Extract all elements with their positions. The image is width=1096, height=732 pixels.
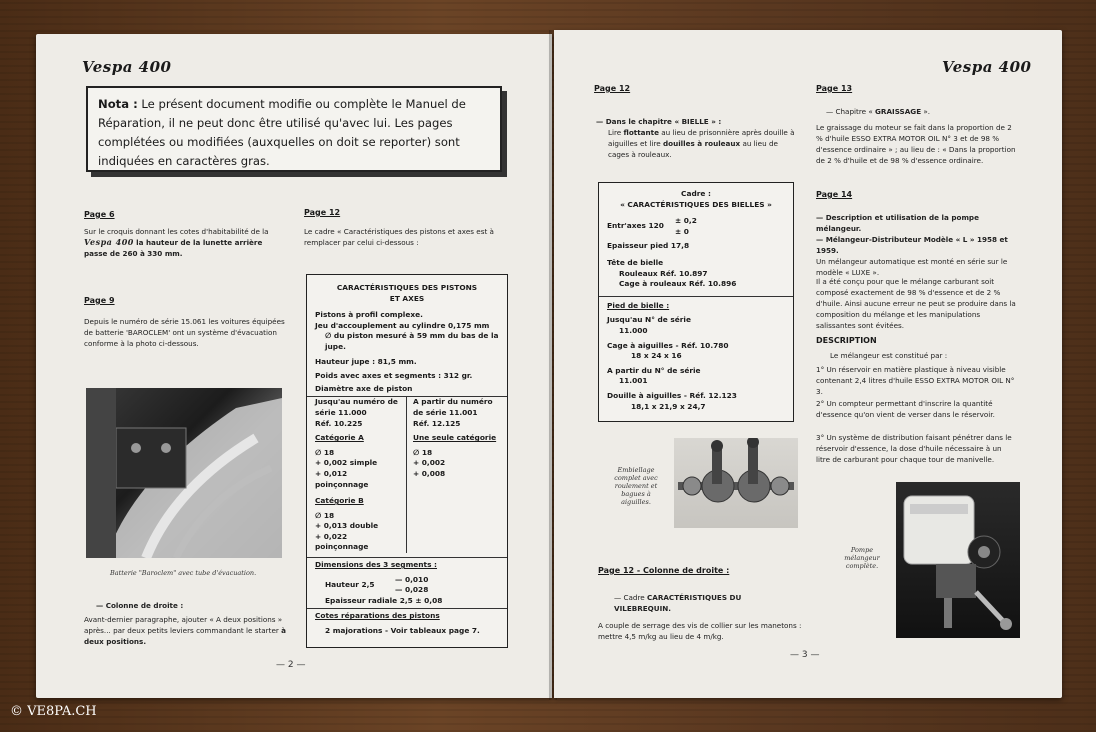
- pistons-cotes: Cotes réparations des pistons: [315, 611, 440, 621]
- p14-t2: Il a été conçu pour que le mélange carburant soit composé exactement de 98 % d'essence et de 2 % d'huile. Ainsi aucune erreur ne peut se produire dans la composition du mélange et les manipulations salissantes sont évitées.: [816, 277, 1016, 330]
- p14-b2: — Mélangeur-Distributeur Modèle « L » 1958 et 1959.: [816, 235, 1008, 255]
- pistons-box: [306, 274, 508, 648]
- bielles-pied: Pied de bielle :: [607, 300, 670, 310]
- bielle-text: [608, 127, 798, 160]
- bielles-roul: Rouleaux Réf. 10.897: [619, 268, 708, 278]
- graissage-heading: [826, 106, 930, 117]
- pistons-catB: Catégorie B: [315, 496, 364, 506]
- pistons-catA2: + 0,002 simple: [315, 458, 378, 468]
- battery-caption: Batterie "Baroclem" avec tube d'évacuation.: [110, 569, 257, 577]
- pistons-c2b: Réf. 12.125: [413, 418, 461, 428]
- page6-bold: la hauteur de la lunette arrière passe de 260 à 330 mm.: [84, 238, 263, 258]
- vile-bold: CARACTÉRISTIQUES DU VILEBREQUIN.: [614, 593, 742, 613]
- pistons-catU: Une seule catégorie: [413, 433, 497, 443]
- gr-head-b: GRAISSAGE: [875, 107, 922, 116]
- bielles-entr: Entr'axes 120: [607, 221, 664, 231]
- bielle-heading: — Dans le chapitre « BIELLE » :: [596, 117, 722, 126]
- bielles-ep: Epaisseur pied 17,8: [607, 241, 690, 251]
- page6-logo: Vespa 400: [84, 237, 134, 247]
- gr-head-a: — Chapitre «: [826, 107, 873, 116]
- pump-photo: [896, 482, 1020, 638]
- pistons-c1a: Jusqu'au numéro de série 11.000: [315, 397, 398, 417]
- bielles-entr-t2: ± 0: [675, 226, 689, 236]
- page6-text: [84, 226, 284, 259]
- battery-photo-graphic: [86, 388, 282, 558]
- pistons-l3: ∅ du piston mesuré à 59 mm du bas de la jupe.: [325, 331, 499, 351]
- pistons-seg: Dimensions des 3 segments :: [315, 560, 438, 570]
- colonne-bold: à deux positions.: [84, 626, 286, 646]
- pistons-c2a: A partir du numéro de série 11.001: [413, 397, 493, 417]
- pistons-maj: 2 majorations - Voir tableaux page 7.: [325, 626, 480, 636]
- desc-t0: Le mélangeur est constitué par :: [830, 351, 948, 360]
- page-number-left: — 2 —: [276, 660, 306, 670]
- r-page12b-heading: Page 12 - Colonne de droite :: [598, 566, 730, 575]
- vespa-logo: Vespa 400: [82, 58, 172, 76]
- pistons-catB3: + 0,022 poinçonnage: [315, 531, 369, 552]
- vile-text-a: — Cadre: [614, 593, 645, 602]
- pistons-catU2: + 0,002: [413, 458, 446, 468]
- pistons-catA: Catégorie A: [315, 433, 364, 443]
- nota-text: Le présent document modifie ou complète le Manuel de Réparation, il ne peut donc être utilisé qu'avec lui. Les pages complétées ou modifiées (auxquelles on doit se reporter) sont indiquées en caractères gras.: [98, 97, 466, 168]
- bielles-apartir: A partir du N° de série: [607, 365, 701, 375]
- pistons-l2: Jeu d'accouplement au cylindre 0,175 mm: [315, 320, 490, 330]
- bielles-cage-dim: 18 x 24 x 16: [631, 351, 682, 361]
- pistons-catU1: ∅ 18: [413, 447, 433, 457]
- pistons-l5: Poids avec axes et segments : 312 gr.: [315, 371, 473, 381]
- bielle-bold-2: douilles à rouleaux: [663, 139, 741, 148]
- copyright-watermark: © VE8PA.CH: [10, 704, 97, 719]
- pistons-l1: Pistons à profil complexe.: [315, 310, 423, 320]
- page12-text: Le cadre « Caractéristiques des pistons et axes est à remplacer par celui ci-dessous :: [304, 227, 494, 247]
- page9-heading: Page 9: [84, 296, 115, 305]
- pump-graphic: [896, 482, 1020, 638]
- gr-head-c: ».: [923, 107, 931, 116]
- page6-text-a: Sur le croquis donnant les cotes d'habitabilité de la: [84, 227, 269, 236]
- pistons-l6: Diamètre axe de piston: [315, 383, 413, 393]
- bielles-jus: Jusqu'au N° de série: [607, 315, 691, 325]
- page12-heading: Page 12: [304, 208, 341, 217]
- r-page12-heading: Page 12: [594, 84, 631, 93]
- nota-label: Nota :: [98, 97, 138, 111]
- crankshaft-photo: [674, 438, 798, 528]
- pistons-haut-t1: — 0,010: [395, 574, 429, 584]
- colonne-text-a: Avant-dernier paragraphe, ajouter « A deux positions » après... par deux petits leviers commandant le starter: [84, 615, 283, 635]
- pistons-title-2: ET AXES: [389, 293, 425, 303]
- bielles-jus-n: 11.000: [619, 325, 648, 335]
- pistons-catU3: + 0,008: [413, 468, 446, 478]
- pistons-catA3: + 0,012 poinçonnage: [315, 468, 369, 489]
- crankshaft-graphic: [674, 438, 798, 528]
- bielles-entr-t1: ± 0,2: [675, 216, 697, 226]
- pump-caption: Pompe mélangeur complète.: [844, 546, 880, 570]
- graissage-text: Le graissage du moteur se fait dans la proportion de 2 % d'huile ESSO EXTRA MOTOR OIL N° 3 et de 98 % d'essence ordinaire » ; au lieu de : « Dans la proportion de 2 % d'huile et de 98 % d'essence ordinaire.: [816, 123, 1016, 165]
- vile-text: [614, 592, 800, 614]
- pistons-catB2: + 0,013 double: [315, 521, 379, 531]
- pistons-title-1: CARACTÉRISTIQUES DES PISTONS: [336, 283, 478, 292]
- nota-box: [86, 86, 502, 172]
- pistons-c1b: Réf. 10.225: [315, 418, 363, 428]
- bielle-text-2: au lieu de prisonnière après douille à aiguilles et lire: [608, 128, 795, 148]
- pistons-ep: Epaisseur radiale 2,5 ± 0,08: [325, 595, 443, 605]
- pistons-haut-t2: — 0,028: [395, 585, 429, 595]
- colonne-heading: — Colonne de droite :: [96, 601, 184, 610]
- desc-t3: 3° Un système de distribution faisant pénétrer dans le réservoir d'essence, la dose d'huile nécessaire à un litre de carburant pour chaque tour de manivelle.: [816, 433, 1012, 464]
- pistons-haut: Hauteur 2,5: [325, 579, 375, 589]
- bielles-cage: Cage à rouleaux Réf. 10.896: [619, 279, 737, 289]
- battery-photo: [86, 388, 282, 558]
- crank-caption: Embiellage complet avec roulement et bagues à aiguilles.: [614, 466, 658, 506]
- bielles-cage-aig: Cage à aiguilles - Réf. 10.780: [607, 340, 729, 350]
- pistons-catB1: ∅ 18: [315, 510, 335, 520]
- p14-t1: Un mélangeur automatique est monté en série sur le modèle « LUXE ».: [816, 257, 1008, 277]
- bielles-douille-dim: 18,1 x 21,9 x 24,7: [631, 401, 706, 411]
- vile-text-2: A couple de serrage des vis de collier sur les manetons : mettre 4,5 m/kg au lieu de 4 m/kg.: [598, 621, 802, 641]
- bielle-text-3: au lieu de cages à rouleaux.: [608, 139, 778, 159]
- desc-t1: 1° Un réservoir en matière plastique à niveau visible contenant 2,4 litres d'huile ESSO EXTRA MOTOR OIL N° 3.: [816, 365, 1015, 396]
- page9-text: Depuis le numéro de série 15.061 les voitures équipées de batterie 'BAROCLEM' ont un système d'évacuation conforme à la photo ci-dessous.: [84, 317, 285, 348]
- vespa-logo-right: Vespa 400: [942, 58, 1032, 76]
- page6-heading: Page 6: [84, 210, 115, 219]
- bielles-box: [598, 182, 794, 422]
- page14-heading: Page 14: [816, 190, 853, 199]
- bielles-t2: « CARACTÉRISTIQUES DES BIELLES »: [620, 199, 772, 209]
- bielle-text-1: Lire: [608, 128, 622, 137]
- bielles-apartir-n: 11.001: [619, 376, 648, 386]
- colonne-text: [84, 614, 288, 647]
- bielle-bold-1: flottante: [623, 128, 659, 137]
- right-page: [554, 30, 1062, 698]
- bielles-t1: Cadre :: [681, 189, 711, 198]
- pistons-catA1: ∅ 18: [315, 447, 335, 457]
- left-page: [36, 34, 552, 698]
- page-number-right: — 3 —: [790, 650, 820, 660]
- pistons-l4: Hauteur jupe : 81,5 mm.: [315, 356, 417, 366]
- p14-b1: — Description et utilisation de la pompe mélangeur.: [816, 213, 979, 233]
- bielles-douille: Douille à aiguilles - Réf. 12.123: [607, 390, 737, 400]
- page13-heading: Page 13: [816, 84, 853, 93]
- bielles-tete: Tête de bielle: [607, 257, 664, 267]
- desc-t2: 2° Un compteur permettant d'inscrire la quantité d'essence qu'on vient de verser dans le réservoir.: [816, 399, 995, 419]
- description-heading: DESCRIPTION: [816, 336, 877, 345]
